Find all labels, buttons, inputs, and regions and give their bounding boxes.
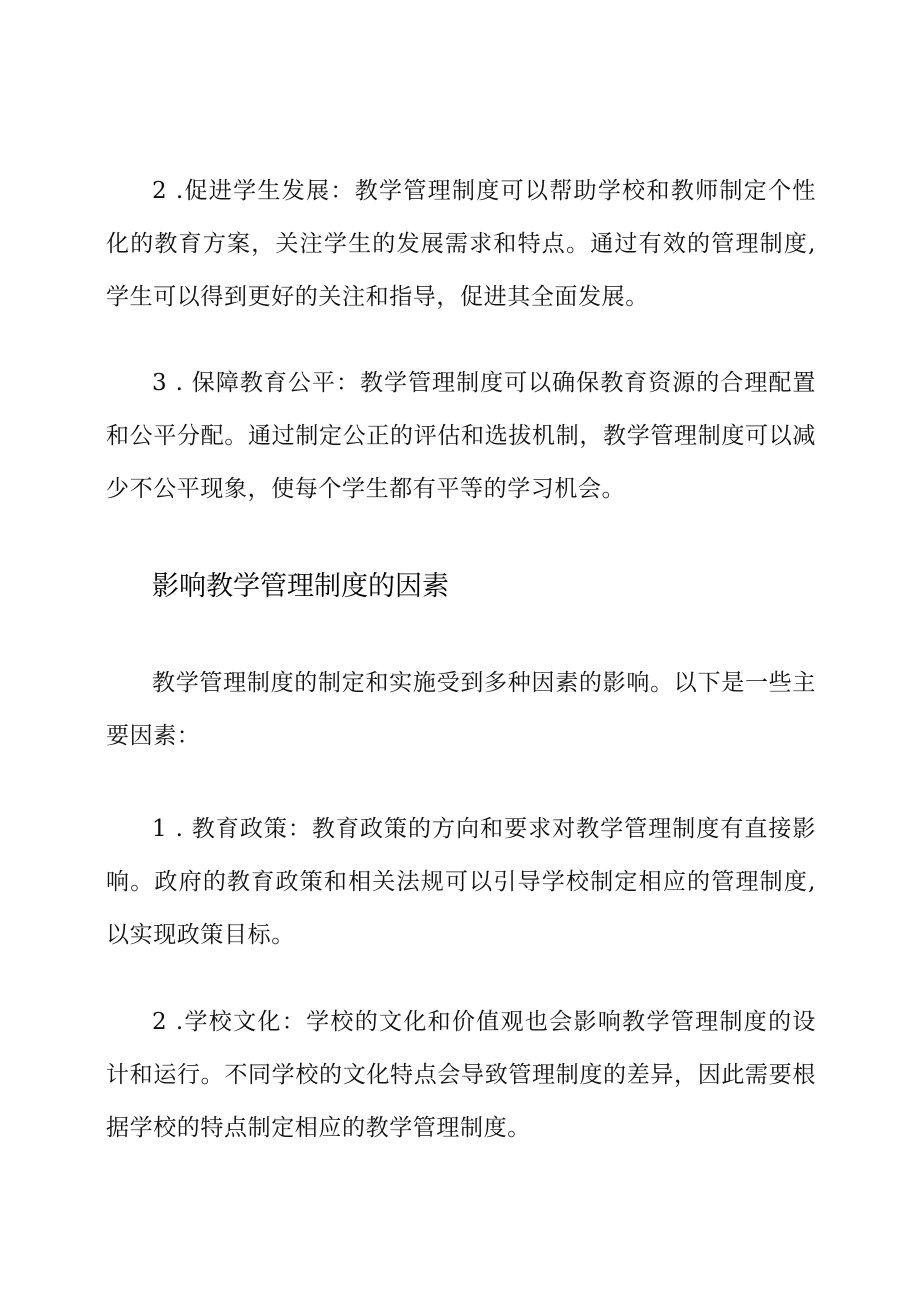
factor-education-policy: 1 . 教育政策：教育政策的方向和要求对教学管理制度有直接影响。政府的教育政策和相关法规可以引导学校制定相应的管理制度, 以实现政策目标。 — [106, 816, 816, 948]
paragraph-ensure-education-equity: 3 . 保障教育公平：教学管理制度可以确保教育资源的合理配置和公平分配。通过制定公正的评估和选拔机制，教学管理制度可以减少不公平现象，使每个学生都有平等的学习机会。 — [106, 370, 816, 502]
section-heading: 影响教学管理制度的因素 — [152, 571, 449, 602]
section-intro: 教学管理制度的制定和实施受到多种因素的影响。以下是一些主要因素： — [106, 670, 816, 749]
paragraph-promote-student-development: 2 .促进学生发展：教学管理制度可以帮助学校和教师制定个性化的教育方案，关注学生的发展需求和特点。通过有效的管理制度,学生可以得到更好的关注和指导，促进其全面发展。 — [106, 178, 816, 310]
factor-school-culture: 2 .学校文化：学校的文化和价值观也会影响教学管理制度的设计和运行。不同学校的文化特点会导致管理制度的差异，因此需要根据学校的特点制定相应的教学管理制度。 — [106, 1009, 816, 1141]
